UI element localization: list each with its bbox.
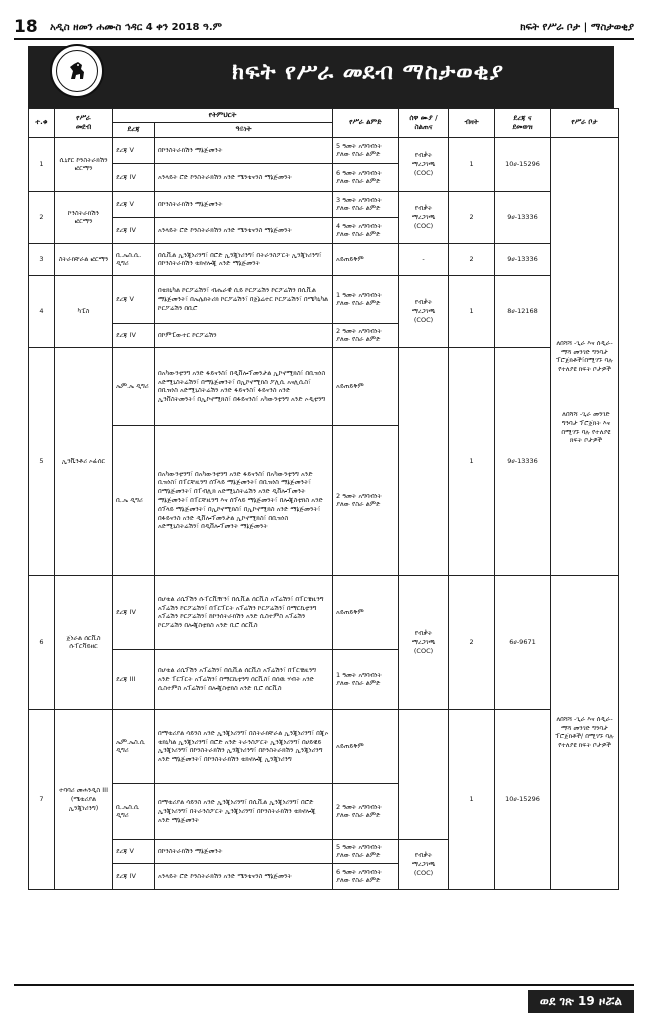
- row-level: ቢ.ኤስ.ሲ ዲግሪ: [113, 783, 155, 839]
- row-no: 6: [29, 575, 55, 709]
- row-coc: [399, 347, 449, 575]
- row-level: ደረጃ IV: [113, 575, 155, 649]
- header-job-title-top: የሥራ: [76, 113, 91, 122]
- row-level: ኤም.ኤስ.ሲ ዲግሪ: [113, 709, 155, 783]
- row-quantity: 1: [449, 275, 495, 347]
- row-level: ቢ.ኤስ.ሲ. ዲግሪ: [113, 243, 155, 275]
- row-coc: የብቃት ማረጋገጫ (COC): [399, 839, 449, 889]
- row-field: በኮንስትራክሽን ማኔጅመንት: [155, 137, 333, 163]
- row-grade: 10ሀ-15296: [495, 709, 551, 889]
- row-experience: 2 ዓመት አግባብነት ያለው የስራ ልምድ: [333, 425, 399, 575]
- row-field: በአካውንቲንግ አንድ ፋይናንስ፣ በዲቨሎፕመንታል ኢኮኖሚክስ፣ በቢዝነስ አድሚኒስትሬሽን፣ በማኔጅመንት፣ በኢኮኖሚክስ ፖሊሲ አናሊሲስ፣ በቢዝነስ አድሚኒስትሬሽን አንድ ፋይናንስ፣ ፋይናንስ አንድ ኢንቨስትመንት፣ በኢኮኖሚክስ፣ በፋይናንስ፣ አካውንቲንግ አንድ ኦዲቲንግ: [155, 347, 333, 425]
- header-job-title: [55, 109, 113, 138]
- lion-emblem-icon: [56, 50, 98, 92]
- row-quantity: 1: [449, 137, 495, 191]
- row-title: ሲኒየር ኮንስትራክሽን ፎርማን: [55, 137, 113, 191]
- row-experience: 4 ዓመት አግባብነት ያለው የስራ ልምድ: [333, 217, 399, 243]
- header-grade-top: ደረጃ ና: [513, 113, 532, 122]
- row-field: በኮንስትራክሽን ማኔጅመንት: [155, 191, 333, 217]
- row-field: በማቴሪያል ሳይንስ አንድ ኢንጂነሪንግ፣ በስትራክቸራል ኢንጂነሪንግ፣ በጂኦ ቴክኒካል ኢንጂነሪንግ፣ በሮድ አንድ ትራንስፖርት ኢንጂነሪንግ፣ በሀይዌይ ኢንጂነሪንግ፣ በኮንስትራክሽን ኢንጂነሪንግ፣ በኮንስትራክሽን ኢንጂነሪንግ አንድ ማኔጅመንት፣ በኮንስትራክሽን ቴክኖሎጂ ኢንጂነሪንግ: [155, 709, 333, 783]
- row-grade: 9ሀ-13336: [495, 191, 551, 243]
- row-grade: 9ሀ-13336: [495, 243, 551, 275]
- row-quantity: 2: [449, 243, 495, 275]
- row-experience: 1 ዓመት አግባብነት ያለው የስራ ልምድ: [333, 649, 399, 709]
- row-level: ኤም.ኤ ዲግሪ: [113, 347, 155, 425]
- row-no: 5: [29, 347, 55, 575]
- row-level: ደረጃ III: [113, 649, 155, 709]
- row-field: በአካውንቲንግ፣ በአካውንቲንግ አንድ ፋይናንስ፣ በአካውንቲንግ አንድ ቢዝነስ፣ በፐርቸዚንግ ሰፕላይ ማኔጅመንት፣ በቢዝነስ ማኔጅመንት፣ በማኔጅመንት፣ በፐብሊክ አድሚኒስትሬሽን አንድ ዲቨሎፕመንት ማኔጅመንት፣ በፐርቸዚንግ እና ሰፕላይ ማኔጅመንት፣ በሎጂስቲክስ አንድ ሰፕላይ ማኔጅመንት፣ በኢኮኖሚክስ፣ በኢኮኖሚክስ አንድ ማኔጅመንት፣ በፋይናንስ አንድ ዲቨሎፕመንታል ኢኮኖሚክስ፣ በቢዝነስ አድሚኒስትሬሽን፣ በዲቨሎፕመንት ማኔጅመንት: [155, 425, 333, 575]
- continued-label: ወደ ገጽ 19 ዞሯል: [528, 990, 634, 1013]
- header-coc: [399, 109, 449, 138]
- location-group-b: ለበሻሻ -ጊራ መንገድ ግንባታ ፕሮጀክት እና በሚገኙ ባሉ የተለያዩ ክፍት ቦታዎች: [558, 410, 614, 445]
- row-level: ደረጃ IV: [113, 323, 155, 347]
- header-quantity: ብዛት: [449, 109, 495, 138]
- table-row: [29, 191, 619, 217]
- job-table: [28, 108, 619, 890]
- row-level: ደረጃ V: [113, 839, 155, 863]
- row-level: ደረጃ V: [113, 275, 155, 323]
- row-level: ቢ.ኤ ዲግሪ: [113, 425, 155, 575]
- row-field: በሲቪል ኢንጂነሪንግ፣ በሮድ ኢንጂነሪንግ፣ በትራንስፖርት ኢንጂነሪንግ፣ በኮንስትራክሽን ቴክኖሎጂ አንድ ማኔጅመንት: [155, 243, 333, 275]
- row-grade: 10ሀ-15296: [495, 137, 551, 191]
- row-title: ካፒስ: [55, 275, 113, 347]
- page-number: 18: [14, 17, 38, 37]
- row-field: አንላይት ሮድ ኮንስትራክሽን አንድ ሜንቴናንስ ማኔጅመንት: [155, 863, 333, 889]
- row-level: ደረጃ IV: [113, 863, 155, 889]
- title-banner: [28, 46, 614, 108]
- row-title: ጀነራል ሰርቪስ ሱፐርቫይዘር: [55, 575, 113, 709]
- header-field: ዓይነት: [155, 123, 333, 137]
- row-level: ደረጃ IV: [113, 163, 155, 191]
- row-experience: 3 ዓመት አግባብነት ያለው የስራ ልምድ: [333, 191, 399, 217]
- row-quantity: 1: [449, 347, 495, 575]
- table-row: [29, 347, 619, 425]
- row-experience: 2 ዓመት አግባብነት ያለው የስራ ልምድ: [333, 783, 399, 839]
- row-experience: 5 ዓመት አግባብነት ያለው የስራ ልምድ: [333, 839, 399, 863]
- header-row: [29, 109, 619, 123]
- row-field: በኮምፒውተር ኮርፖሬሽን: [155, 323, 333, 347]
- row-field: በሆቴል ሪሴፕሽን ሱፐርቪዥን፣ በሲቪል ሰርቪስ አፕሬሽን፣ በፐርቼዚንግ አፕሬሽን ኮርፖሬሽን፣ በፐርፕርት አፕሬሽን ኮርፖሬሽን፣ በማርኬቲንግ አፕሬሽን ኮርፖሬሽን፣ ከኮንሰትራክሽን አንድ ሲስተምስ አፕሬሽን ኮርፖሬሽን በሎጂስቲክስ አንድ ቢሮ ሰርቪስ: [155, 575, 333, 649]
- row-no: 7: [29, 709, 55, 889]
- header-location: የሥራ ቦታ: [551, 109, 619, 138]
- row-experience: 2 ዓመት አግባብነት ያለው የስራ ልምድ: [333, 323, 399, 347]
- row-field: አንላይት ሮድ ኮንስትራክሽን አንድ ሜንቴናንስ ማኔጅመንት: [155, 163, 333, 191]
- row-quantity: 2: [449, 191, 495, 243]
- table-row: [29, 709, 619, 783]
- row-experience: አይጠይቅም: [333, 575, 399, 649]
- header-grade-bottom: ደመወዝ: [512, 122, 533, 131]
- row-quantity: 1: [449, 709, 495, 889]
- row-level: ደረጃ IV: [113, 217, 155, 243]
- row-grade: 6ሀ-9671: [495, 575, 551, 709]
- row-grade: 9ሀ-13336: [495, 347, 551, 575]
- row-grade: 8ሀ-12168: [495, 275, 551, 347]
- row-coc: -: [399, 243, 449, 275]
- page-title: ክፍት የሥራ መደብ ማስታወቂያ: [232, 60, 504, 85]
- page-footer: [14, 984, 634, 1016]
- row-level: ደረጃ V: [113, 137, 155, 163]
- header-experience: የሥራ ልምድ: [333, 109, 399, 138]
- header-job-title-bottom: መደብ: [75, 122, 92, 131]
- row-no: 3: [29, 243, 55, 275]
- row-quantity: 2: [449, 575, 495, 709]
- row-experience: 6 ዓመት አግባብነት ያለው የስራ ልምድ: [333, 863, 399, 889]
- header-no: ተ.ቁ: [29, 109, 55, 138]
- row-field: አንላይት ሮድ ኮንስትራክሽን አንድ ሜንቴናንስ ማኔጅመንት: [155, 217, 333, 243]
- row-experience: አይጠይቅም: [333, 243, 399, 275]
- row-field: በኮንስትራክሽን ማኔጅመንት: [155, 839, 333, 863]
- row-coc: የብቃት ማረጋገጫ (COC): [399, 191, 449, 243]
- header-coc-top: ሰዋ ሙያ /: [409, 113, 438, 122]
- row-experience: አይጠይቅም: [333, 347, 399, 425]
- header-level: ደረጃ: [113, 123, 155, 137]
- row-title: ኢንቬንቶሪ ኦፊሰር: [55, 347, 113, 575]
- location-group-c: ለበሻሻ -ጊራ እና ሰዲራ-ማሻ መንገድ ግንባታ ፕሮጀክቶች/ በሚገኙ ባሉ የተለያዩ ክፍት ቦታዎች: [551, 575, 619, 889]
- table-row: [29, 275, 619, 323]
- row-experience: 5 ዓመት አግባብነት ያለው የስራ ልምድ: [333, 137, 399, 163]
- row-field: በቴክኒካል ኮርፖሬሽን፣ ብሔራዊ ሲይ ኮርፖሬሽን ኮርፖሬሽን በሲቪል ማኔጅመንት፣ በኤሌክትሪክ ኮርፖሬሽን፣ በጀኔሬተር ኮርፖሬሽን፣ በሜካኒካል ኮርፖሬሽን በቢሮ: [155, 275, 333, 323]
- row-no: 1: [29, 137, 55, 191]
- row-field: በሆቴል ሪሴፕሽን አፕሬሽን፣ በሲቪል ሰርቪስ አፕሬሽን፣ በፐርቼዚንግ አንድ ፐርፕርት አፕሬሽን፣ በማርኬቲንግ ሰርቪስ፣ በሰዉ ሃብት አንድ ሲስተምስ አፕሬሽን፣ በሎጂስቲክስ አንድ ቢሮ ሰርቪስ: [155, 649, 333, 709]
- header-grade: [495, 109, 551, 138]
- row-coc: የብቃት ማረጋገጫ (COC): [399, 137, 449, 191]
- section-label: ክፍት የሥራ ቦታ | ማስታወቂያ: [520, 21, 634, 33]
- row-title: ኮንስትራክሽን ፎርማን: [55, 191, 113, 243]
- row-level: ደረጃ V: [113, 191, 155, 217]
- row-field: በማቴሪያል ሳይንስ አንድ ኢንጂነሪንግ፣ በሲቪል ኢንጂነሪንግ፣ በሮድ ኢንጂነሪንግ፣ በትራንስፖርት ኢንጂነሪንግ፣ በኮንስትራክሽን ቴክኖሎጂ አንድ ማኔጅመንት: [155, 783, 333, 839]
- issue-line: አዲስ ዘመን ሐሙስ ኅዳር 4 ቀን 2018 ዓ.ም: [50, 21, 222, 33]
- row-experience: አይጠይቅም: [333, 709, 399, 783]
- row-coc: የብቃት ማረጋገጫ (COC): [399, 575, 449, 709]
- row-no: 2: [29, 191, 55, 243]
- row-no: 4: [29, 275, 55, 347]
- row-coc-empty: [399, 709, 449, 839]
- masthead: [14, 16, 634, 40]
- row-title: ተባባሪ መሐንዲስ III (ሜቴሪያል ኢንጂነሪንግ): [55, 709, 113, 889]
- table-row: [29, 575, 619, 649]
- row-coc: የብቃት ማረጋገጫ (COC): [399, 275, 449, 347]
- table-row: [29, 137, 619, 163]
- header-coc-bottom: ስልጠና: [414, 122, 433, 131]
- row-experience: 1 ዓመት አግባብነት ያለው የስራ ልምድ: [333, 275, 399, 323]
- table-row: [29, 243, 619, 275]
- organization-logo: [50, 44, 104, 98]
- header-education: የትምህርት: [113, 109, 333, 123]
- row-experience: 6 ዓመት አግባብነት ያለው የስራ ልምድ: [333, 163, 399, 191]
- row-title: ስትራክቸራል ፎርማን: [55, 243, 113, 275]
- location-group-a: ለበሻሻ -ጊራ እና ሰዲራ-ማሻ መንገድ ግንባታ ፕሮጀክቶች፣በሚገኙ ባሉ የተለያዩ ክፍት ቦታዎች: [551, 137, 619, 575]
